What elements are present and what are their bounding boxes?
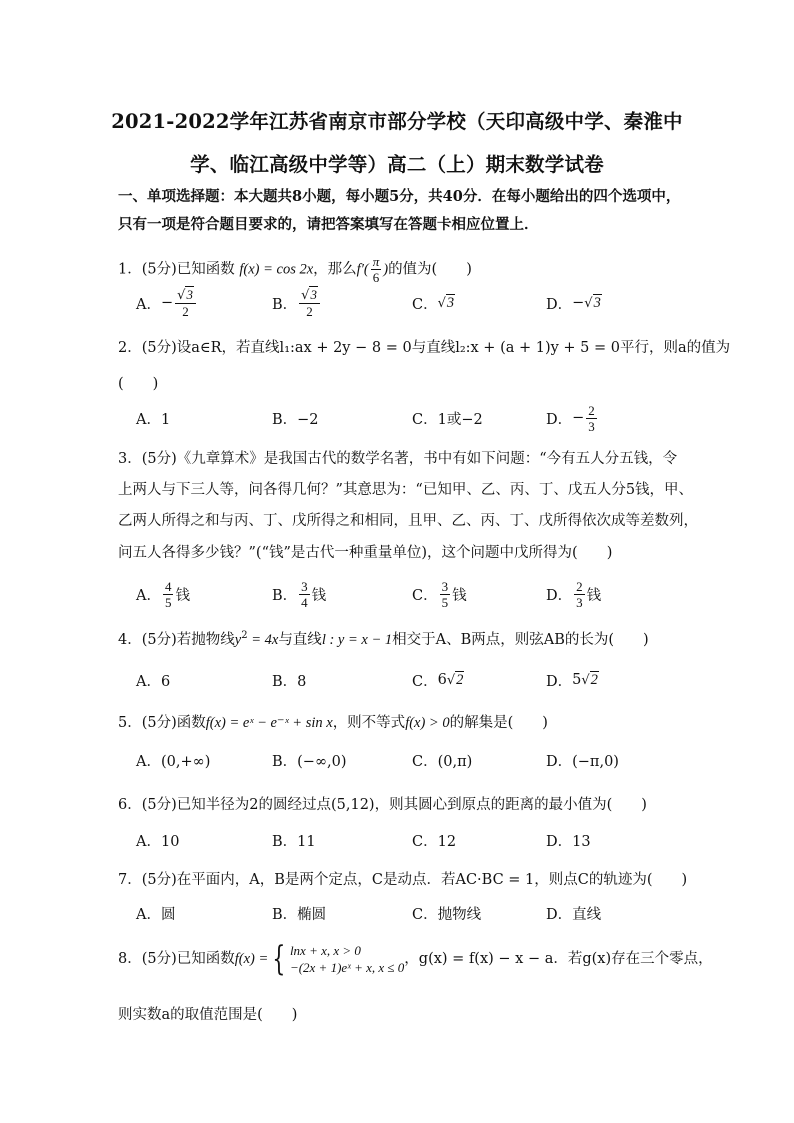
option-c[interactable]: C． $\frac{3}{5}$ 钱 [412, 578, 467, 610]
question-3-line4: 问五人各得多少钱？”(“钱”是古代一种重量单位)，这个问题中戊所得为( ) [118, 545, 613, 561]
question-2-paren: ( ) [118, 376, 159, 392]
option-c[interactable]: C．(0,π) [412, 753, 473, 770]
option-b[interactable]: B．−2 [272, 411, 319, 428]
question-2-options [136, 398, 696, 438]
question-6: 6．(5分)已知半径为2的圆经过点(5,12)，则其圆心到原点的距离的最小值为( ) [118, 797, 647, 813]
question-3-line1: 3．(5分)《九章算术》是我国古代的数学名著，书中有如下问题：“今有五人分五钱，令 [118, 451, 678, 467]
question-3-line2: 上两人与下三人等，问各得几何？”其意思为：“已知甲、乙、丙、丁、戊五人分5钱，甲、 [118, 482, 694, 498]
option-d[interactable]: D．13 [546, 833, 591, 850]
option-d[interactable]: D．直线 [546, 906, 602, 923]
option-b[interactable]: B．8 [272, 673, 307, 690]
option-d[interactable]: D． − $\frac{2}{3}$ [546, 402, 595, 434]
option-b[interactable]: B．11 [272, 833, 316, 850]
pi-over-six-fraction: $\frac{\pi}{6}$ [372, 254, 380, 285]
section-header-line2: 只有一项是符合题目要求的，请把答案填写在答题卡相应位置上． [118, 216, 539, 233]
option-c[interactable]: C． 6 √ 2 [412, 672, 464, 690]
section-header-line1: 一、单项选择题：本大题共8小题，每小题5分，共40分．在每小题给出的四个选项中， [118, 188, 681, 205]
question-8-line2: 则实数a的取值范围是( ) [118, 1007, 298, 1023]
question-1: 1．(5分)已知函数 f(x) = cos 2x，那么f′( $\frac{\pi}{6}$ )的值为( ) [118, 254, 472, 285]
option-d[interactable]: D． − √ 3 [546, 295, 601, 313]
option-a[interactable]: A． − $\frac{√3}{2}$ [136, 283, 198, 323]
question-7-options [136, 893, 696, 933]
question-4: 4．(5分)若抛物线$y^2 = 4x$与直线l : y = x − 1相交于A、B两点，则弦AB的长为( ) [118, 630, 649, 648]
option-a[interactable]: A．(0,+∞) [136, 753, 211, 770]
option-a[interactable]: A． $\frac{4}{5}$ 钱 [136, 578, 190, 610]
question-5: 5．(5分)函数f(x) = eˣ − e⁻ˣ + sin x，则不等式f(x) > 0的解集是( ) [118, 715, 548, 731]
option-b[interactable]: B． $\frac{3}{4}$ 钱 [272, 578, 327, 610]
question-3-line3: 乙两人所得之和与丙、丁、戊所得之和相同，且甲、乙、丙、丁、戊所得依次成等差数列， [118, 513, 698, 529]
question-6-options [136, 820, 696, 860]
option-b[interactable]: B．(−∞,0) [272, 753, 347, 770]
option-b[interactable]: B． $\frac{√3}{2}$ [272, 283, 322, 323]
exam-title-line1: 2021-2022学年江苏省南京市部分学校（天印高级中学、秦淮中 [111, 110, 683, 133]
question-3-options [136, 574, 696, 614]
question-2: 2．(5分)设a∈R，若直线l₁:ax + 2y − 8 = 0与直线l₂:x + (a + 1)y + 5 = 0平行，则a的值为 [118, 340, 731, 356]
option-c[interactable]: C．1或−2 [412, 411, 483, 428]
option-d[interactable]: D． 5 √ 2 [546, 672, 598, 690]
piecewise-function: { lnx + x, x > 0 −(2x + 1)eˣ + x, x ≤ 0 [272, 939, 405, 979]
exam-title-line2: 学、临江高级中学等）高二（上）期末数学试卷 [190, 153, 604, 176]
option-a[interactable]: A．1 [136, 411, 171, 428]
option-d[interactable]: D．(−π,0) [546, 753, 619, 770]
question-8: 8．(5分)已知函数f(x) = { lnx + x, x > 0 −(2x + 1)eˣ + x, x ≤ 0 ，g(x) = f(x) − x − a．若g(x)存在三个零点， [118, 939, 713, 979]
question-1-options [136, 283, 696, 323]
option-c[interactable]: C．抛物线 [412, 906, 482, 923]
question-5-options [136, 740, 696, 780]
question-7: 7．(5分)在平面内，A，B是两个定点，C是动点．若AC·BC = 1，则点C的轨迹为( ) [118, 872, 688, 888]
option-c[interactable]: C．12 [412, 833, 457, 850]
question-4-options [136, 660, 696, 700]
option-d[interactable]: D． $\frac{2}{3}$ 钱 [546, 578, 602, 610]
option-a[interactable]: A．6 [136, 673, 171, 690]
option-b[interactable]: B．椭圆 [272, 906, 327, 923]
option-a[interactable]: A．10 [136, 833, 180, 850]
option-a[interactable]: A．圆 [136, 906, 176, 923]
option-c[interactable]: C． √ 3 [412, 295, 455, 313]
